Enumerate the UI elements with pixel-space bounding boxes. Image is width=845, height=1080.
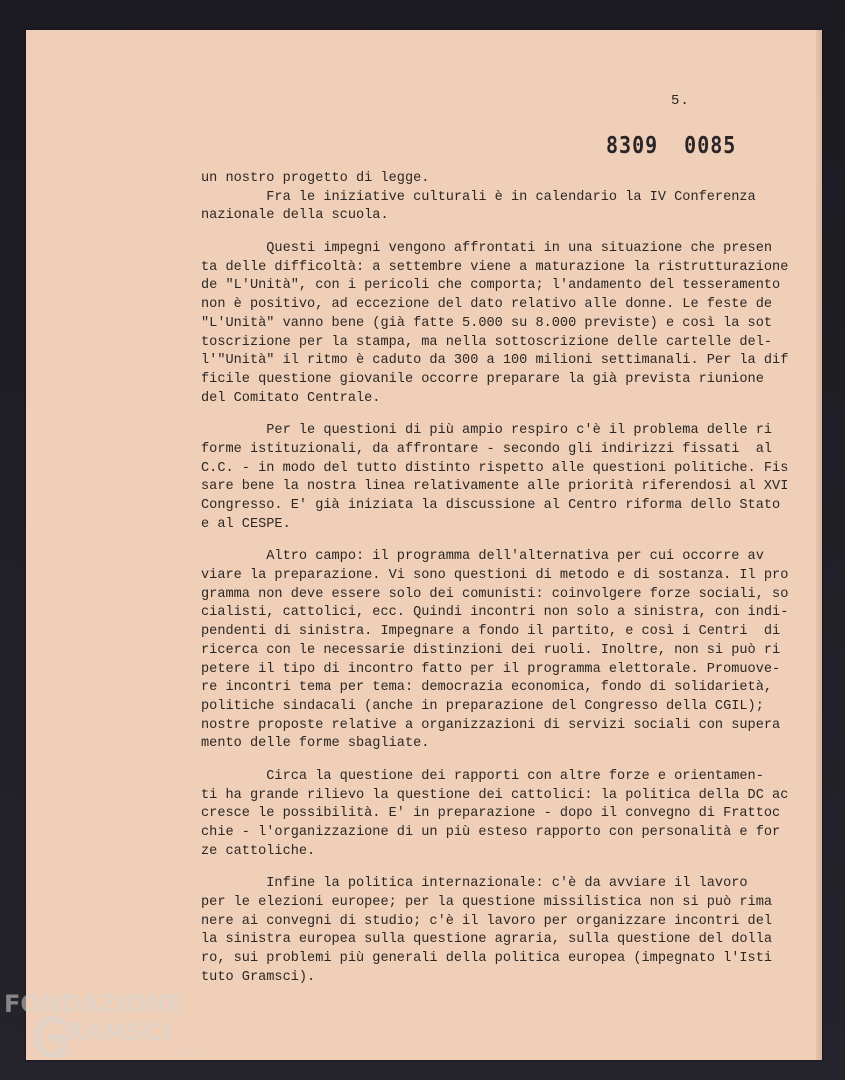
archive-stamp bbox=[606, 131, 762, 159]
text-line: Per le questioni di più ampio respiro c'è il problema delle ri bbox=[201, 423, 773, 439]
text-line: de "L'Unità", con i pericoli che comporta; l'andamento del tesseramento bbox=[201, 278, 781, 294]
watermark-g-logo-icon bbox=[34, 1014, 68, 1060]
text-line: toscrizione per la stampa, ma nella sottoscrizione delle cartelle del- bbox=[201, 334, 773, 350]
text-line: gramma non deve essere solo dei comunisti: coinvolgere forze sociali, so bbox=[201, 586, 789, 602]
document-body bbox=[201, 170, 801, 988]
paragraph-gap bbox=[201, 408, 801, 422]
stamp-number-left: 8309 bbox=[606, 131, 659, 159]
text-line: la sinistra europea sulla questione agraria, sulla questione del dolla bbox=[201, 932, 773, 948]
text-line: C.C. - in modo del tutto distinto rispetto alle questioni politiche. Fis bbox=[201, 460, 789, 476]
text-line: per le elezioni europee; per la questione missilistica non si può rima bbox=[201, 895, 773, 911]
text-line: ro, sui problemi più generali della politica europea (impegnato l'Isti bbox=[201, 951, 773, 967]
watermark-line1: FONDAZIONE bbox=[4, 990, 183, 1018]
text-line: Questi impegni vengono affrontati in una situazione che presen bbox=[201, 241, 773, 257]
text-line: Circa la questione dei rapporti con altre forze e orientamen- bbox=[201, 768, 764, 784]
paragraph-gap bbox=[201, 534, 801, 548]
text-line: nere ai convegni di studio; c'è il lavoro per organizzare incontri del bbox=[201, 913, 773, 929]
text-line: petere il tipo di incontro fatto per il programma elettorale. Promuove- bbox=[201, 661, 781, 677]
text-line: forme istituzionali, da affrontare - secondo gli indirizzi fissati al bbox=[201, 441, 773, 457]
paragraph-gap bbox=[201, 754, 801, 768]
text-line: nostre proposte relative a organizzazioni di servizi sociali con supera bbox=[201, 717, 781, 733]
text-line: Infine la politica internazionale: c'è da avviare il lavoro bbox=[201, 876, 748, 892]
text-line: politiche sindacali (anche in preparazione del Congresso della CGIL); bbox=[201, 698, 764, 714]
page-number: 5. bbox=[671, 93, 690, 109]
paragraph-gap bbox=[201, 226, 801, 240]
watermark-line2: RAMSCI bbox=[66, 1018, 171, 1046]
text-line: chie - l'organizzazione di un più esteso rapporto con personalità e for bbox=[201, 825, 781, 840]
text-line: ricerca con le necessarie distinzioni dei ruoli. Inoltre, non si può ri bbox=[201, 642, 781, 658]
text-line: cresce le possibilità. E' in preparazione - dopo il convegno di Frattoc bbox=[201, 806, 781, 822]
text-line: sare bene la nostra linea relativamente alle priorità riferendosi al XVI bbox=[201, 479, 789, 495]
text-line: ta delle difficoltà: a settembre viene a maturazione la ristrutturazione bbox=[201, 259, 789, 275]
text-line: ze cattoliche. bbox=[201, 843, 316, 859]
text-line: "L'Unità" vanno bene (già fatte 5.000 su 8.000 previste) e così la sot bbox=[201, 315, 773, 331]
document-page bbox=[26, 30, 822, 1060]
watermark-suffix: onlus bbox=[176, 1048, 201, 1058]
stamp-number-right: 0085 bbox=[684, 131, 737, 159]
text-line: nazionale della scuola. bbox=[201, 208, 389, 224]
text-line: pendenti di sinistra. Impegnare a fondo il partito, e così i Centri di bbox=[201, 624, 781, 640]
text-line: del Comitato Centrale. bbox=[201, 390, 381, 406]
text-line: re incontri tema per tema: democrazia economica, fondo di solidarietà, bbox=[201, 680, 773, 696]
text-line: non è positivo, ad eccezione del dato relativo alle donne. Le feste de bbox=[201, 297, 773, 313]
text-line: Altro campo: il programma dell'alternativa per cui occorre av bbox=[201, 549, 764, 565]
text-line: tuto Gramsci). bbox=[201, 969, 316, 985]
page-edge bbox=[816, 30, 822, 1060]
text-line: ti ha grande rilievo la questione dei cattolici: la politica della DC ac bbox=[201, 787, 789, 803]
text-line: Congresso. E' già iniziata la discussione al Centro riforma dello Stato bbox=[201, 498, 781, 513]
text-line: viare la preparazione. Vi sono questioni di metodo e di sostanza. Il pro bbox=[201, 568, 789, 584]
text-line: e al CESPE. bbox=[201, 516, 291, 532]
text-line: un nostro progetto di legge. bbox=[201, 171, 430, 186]
text-line: mento delle forme sbagliate. bbox=[201, 736, 430, 752]
text-line: cialisti, cattolici, ecc. Quindi incontri non solo a sinistra, con indi- bbox=[201, 605, 789, 621]
paragraph-gap bbox=[201, 861, 801, 875]
fondazione-gramsci-watermark bbox=[4, 988, 224, 1080]
text-line: l'"Unità" il ritmo è caduto da 300 a 100 milioni settimanali. Per la dif bbox=[201, 353, 789, 369]
text-line: ficile questione giovanile occorre preparare la già prevista riunione bbox=[201, 371, 764, 387]
text-line: Fra le iniziative culturali è in calendario la IV Conferenza bbox=[201, 189, 756, 205]
